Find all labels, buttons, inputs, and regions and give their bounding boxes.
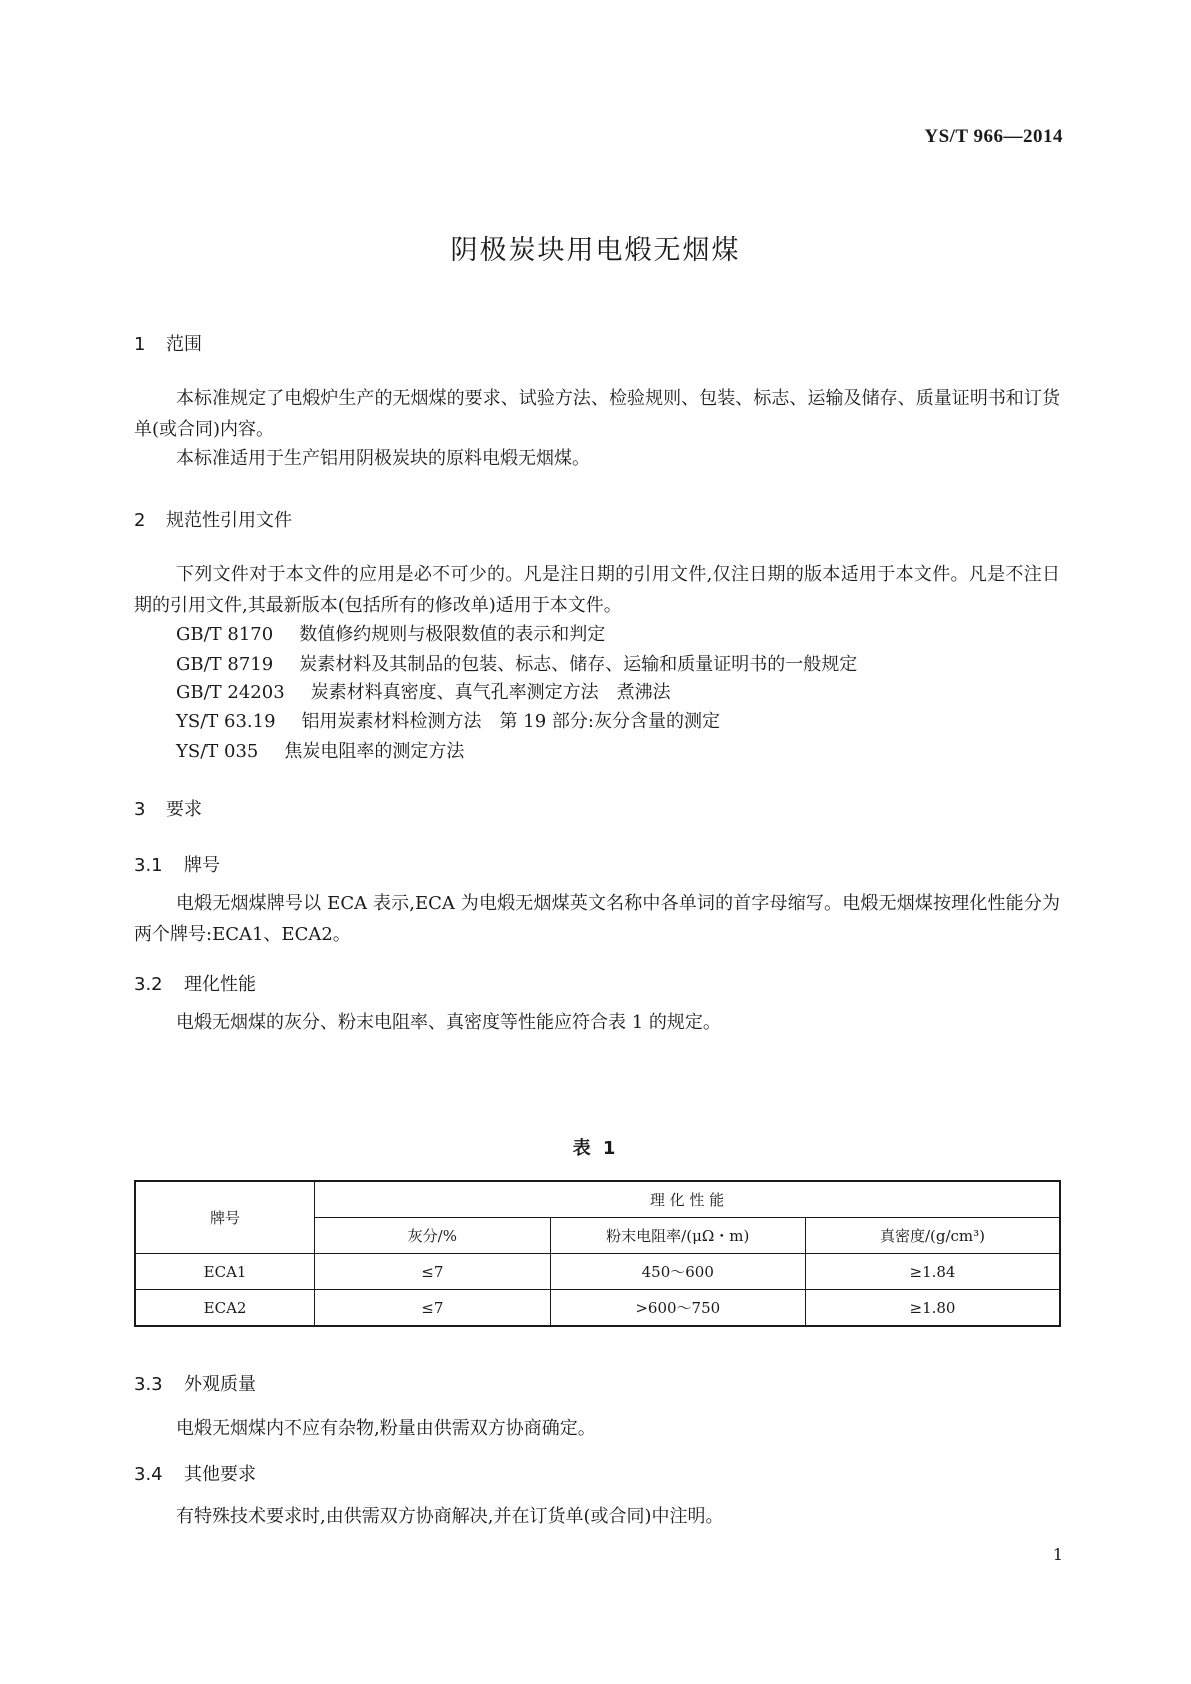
- reference-title: 焦炭电阻率的测定方法: [284, 741, 465, 762]
- section-3-1-heading: [134, 851, 220, 877]
- section-1-paragraph-1: 本标准规定了电煅炉生产的无烟煤的要求、试验方法、检验规则、包装、标志、运输及储存、质量证明书和订货单(或合同)内容。: [134, 388, 1060, 440]
- properties-table: [134, 1180, 1061, 1327]
- standard-code: YS/T 966—2014: [924, 126, 1063, 147]
- reference-item: [176, 707, 720, 733]
- reference-item: [176, 620, 605, 646]
- cell-brand: ECA1: [135, 1254, 315, 1290]
- section-3-3-heading: [134, 1370, 256, 1396]
- table-header-row: [135, 1181, 1060, 1218]
- cell-density: ≥1.84: [805, 1254, 1060, 1290]
- document-title: 阴极炭块用电煅无烟煤: [450, 235, 741, 266]
- reference-title: 数值修约规则与极限数值的表示和判定: [299, 624, 606, 645]
- reference-item: [176, 737, 464, 763]
- cell-brand: ECA2: [135, 1290, 315, 1327]
- section-3-1-text: 电煅无烟煤牌号以 ECA 表示,ECA 为电煅无烟煤英文名称中各单词的首字母缩写。电煅无烟煤按理化性能分为两个牌号:ECA1、ECA2。: [134, 893, 1060, 945]
- cell-resistivity: >600～750: [550, 1290, 805, 1327]
- section-number: 3.1: [134, 855, 163, 876]
- cell-ash: ≤7: [315, 1254, 550, 1290]
- section-1-paragraph-2: 本标准适用于生产铝用阴极炭块的原料电煅无烟煤。: [176, 448, 590, 469]
- section-title: 其他要求: [184, 1464, 256, 1485]
- section-number: 2: [134, 510, 146, 531]
- section-title: 规范性引用文件: [166, 510, 292, 531]
- section-number: 3: [134, 799, 146, 820]
- section-2-intro: 下列文件对于本文件的应用是必不可少的。凡是注日期的引用文件,仅注日期的版本适用于本文件。凡是不注日期的引用文件,其最新版本(包括所有的修改单)适用于本文件。: [134, 564, 1060, 616]
- section-3-4-heading: [134, 1460, 256, 1486]
- table-row: [135, 1254, 1060, 1290]
- section-number: 3.4: [134, 1464, 163, 1485]
- header-properties-group: 理 化 性 能: [315, 1181, 1060, 1218]
- section-3-heading: [134, 795, 202, 821]
- reference-title: 铝用炭素材料检测方法 第 19 部分:灰分含量的测定: [301, 711, 720, 732]
- section-number: 1: [134, 334, 146, 355]
- page-number: 1: [1052, 1545, 1063, 1564]
- section-3-4-text: 有特殊技术要求时,由供需双方协商解决,并在订货单(或合同)中注明。: [176, 1506, 724, 1527]
- section-title: 范围: [166, 334, 202, 355]
- section-title: 外观质量: [184, 1374, 256, 1395]
- table-caption: 表 1: [572, 1138, 619, 1159]
- reference-code: GB/T 24203: [176, 682, 285, 703]
- reference-item: [176, 678, 671, 704]
- section-3-2-text: 电煅无烟煤的灰分、粉末电阻率、真密度等性能应符合表 1 的规定。: [176, 1012, 721, 1033]
- section-title: 牌号: [184, 855, 220, 876]
- section-3-2-heading: [134, 970, 256, 996]
- section-number: 3.2: [134, 974, 163, 995]
- section-number: 3.3: [134, 1374, 163, 1395]
- reference-title: 炭素材料及其制品的包装、标志、储存、运输和质量证明书的一般规定: [299, 654, 858, 675]
- section-title: 要求: [166, 799, 202, 820]
- cell-density: ≥1.80: [805, 1290, 1060, 1327]
- section-3-3-text: 电煅无烟煤内不应有杂物,粉量由供需双方协商确定。: [176, 1418, 596, 1439]
- section-1-heading: [134, 330, 202, 356]
- section-title: 理化性能: [184, 974, 256, 995]
- header-density: 真密度/(g/cm³): [805, 1218, 1060, 1254]
- table-row: [135, 1290, 1060, 1327]
- cell-ash: ≤7: [315, 1290, 550, 1327]
- reference-code: GB/T 8719: [176, 654, 274, 675]
- reference-code: YS/T 035: [176, 741, 259, 762]
- section-2-heading: [134, 506, 292, 532]
- header-brand: 牌号: [135, 1181, 315, 1254]
- reference-title: 炭素材料真密度、真气孔率测定方法 煮沸法: [310, 682, 671, 703]
- header-resistivity: 粉末电阻率/(μΩ・m): [550, 1218, 805, 1254]
- reference-item: [176, 650, 857, 676]
- reference-code: GB/T 8170: [176, 624, 274, 645]
- header-ash: 灰分/%: [315, 1218, 550, 1254]
- cell-resistivity: 450～600: [550, 1254, 805, 1290]
- reference-code: YS/T 63.19: [176, 711, 276, 732]
